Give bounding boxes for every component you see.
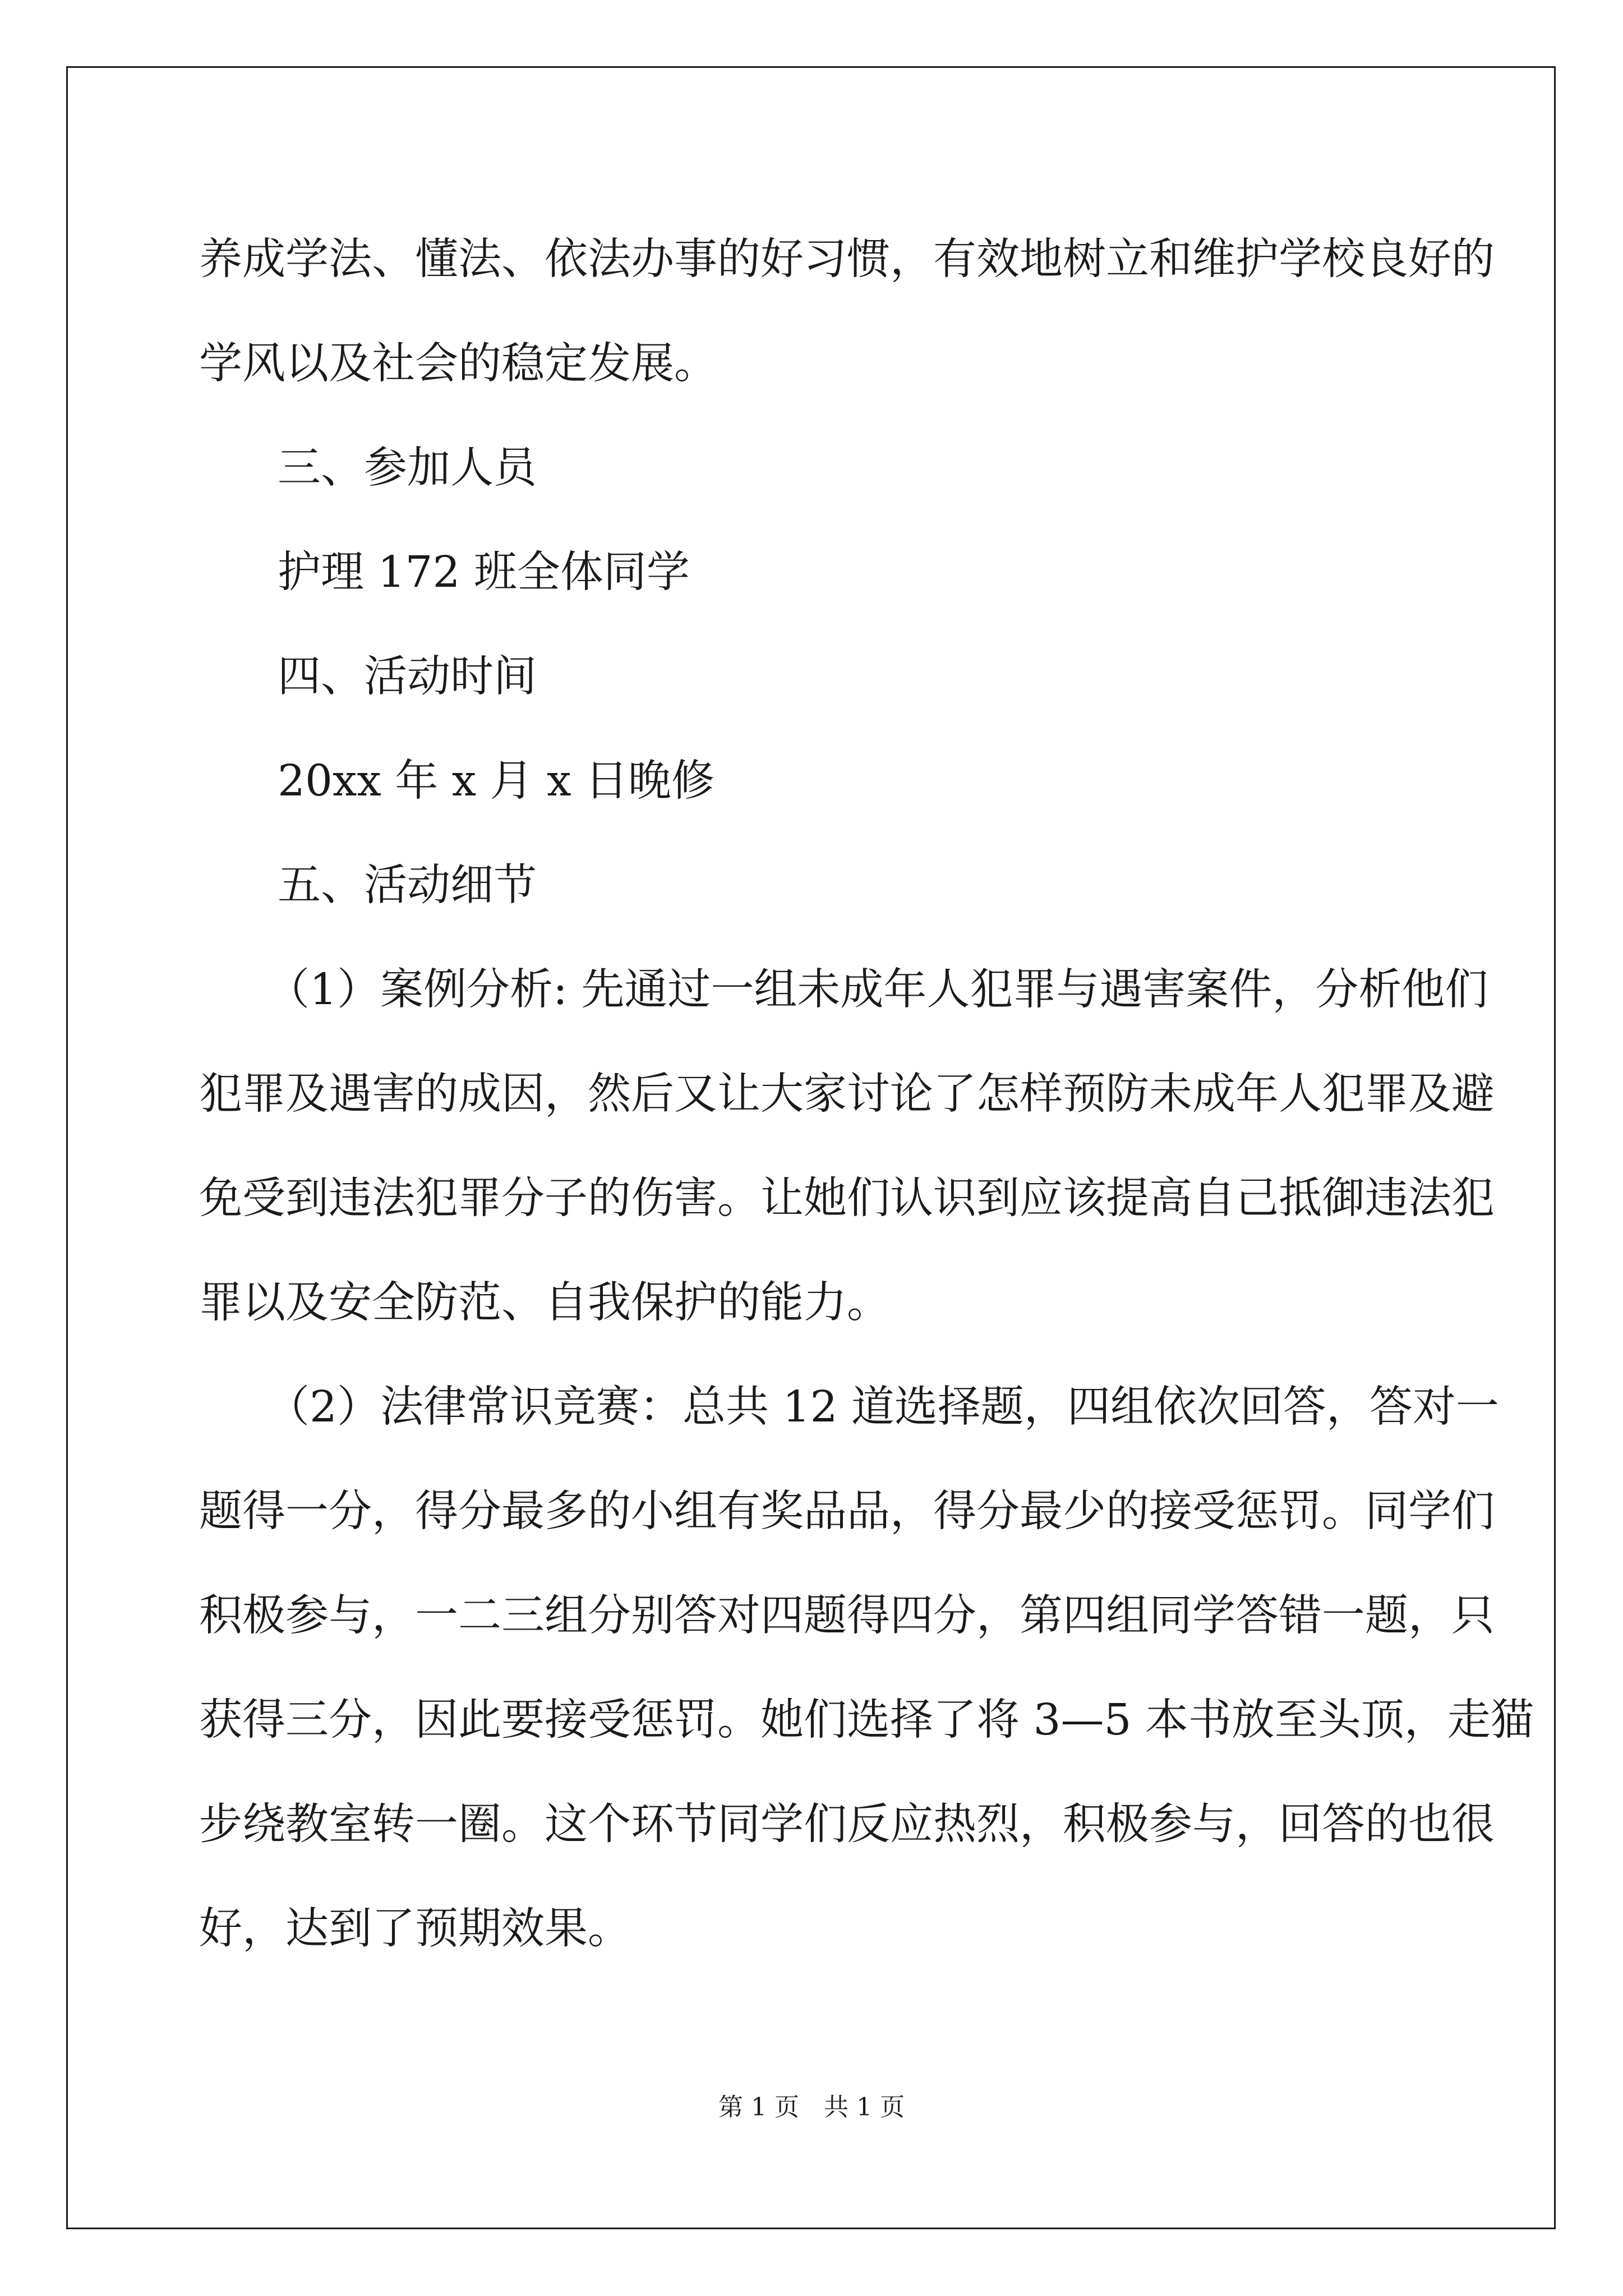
text-line: （2）法律常识竞赛：总共 12 道选择题，四组依次回答，答对一: [266, 1382, 1499, 1432]
text-line: 养成学法、懂法、依法办事的好习惯，有效地树立和维护学校良好的: [199, 234, 1495, 284]
text-line: （1）案例分析: 先通过一组未成年人犯罪与遇害案件，分析他们: [266, 965, 1488, 1015]
section-heading: 三、参加人员: [278, 443, 537, 493]
text-line: 免受到违法犯罪分子的伤害。让她们认识到应该提高自己抵御违法犯: [199, 1174, 1495, 1223]
text-line: 题得一分，得分最多的小组有奖品品，得分最少的接受惩罚。同学们: [199, 1487, 1495, 1536]
text-line: 好，达到了预期效果。: [199, 1904, 631, 1954]
document-body: [199, 208, 1534, 1981]
text-line: 罪以及安全防范、自我保护的能力。: [199, 1278, 890, 1328]
page-number-footer: 第 1 页 共 1 页: [718, 2093, 905, 2122]
text-line: 护理 172 班全体同学: [278, 547, 690, 597]
text-line: 犯罪及遇害的成因，然后又让大家讨论了怎样预防未成年人犯罪及避: [199, 1069, 1495, 1119]
text-line: 学风以及社会的稳定发展。: [199, 339, 717, 389]
section-heading: 五、活动细节: [278, 861, 537, 910]
text-line: 步绕教室转一圈。这个环节同学们反应热烈，积极参与，回答的也很: [199, 1800, 1495, 1849]
text-line: 获得三分，因此要接受惩罚。她们选择了将 3—5 本书放至头顶，走猫: [199, 1695, 1534, 1745]
section-heading: 四、活动时间: [278, 652, 537, 702]
text-line: 20xx 年 x 月 x 日晚修: [278, 756, 715, 806]
text-line: 积极参与，一二三组分别答对四题得四分，第四组同学答错一题，只: [199, 1591, 1495, 1641]
